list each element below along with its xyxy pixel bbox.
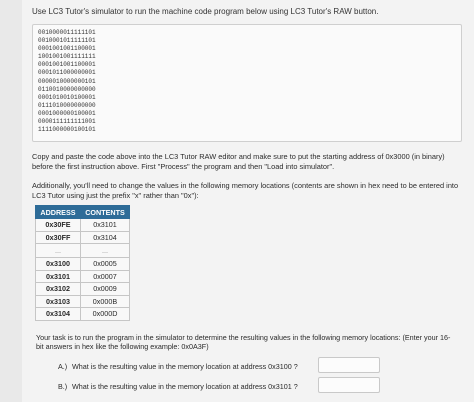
code-line: 0001000000100001 bbox=[38, 109, 96, 117]
table-row bbox=[36, 258, 130, 271]
contents-cell: 0x0009 bbox=[81, 283, 130, 296]
table-row bbox=[36, 308, 130, 321]
address-cell: 0x3101 bbox=[36, 270, 81, 283]
contents-cell: 0x3101 bbox=[81, 219, 130, 232]
code-line: 0110010000000000 bbox=[38, 85, 96, 93]
code-line: 0000010000000101 bbox=[38, 77, 96, 85]
code-line: 0001001001100001 bbox=[38, 61, 96, 69]
question-b bbox=[58, 382, 298, 391]
code-line: 0111010000000000 bbox=[38, 101, 96, 109]
table-row bbox=[36, 244, 130, 258]
memory-table bbox=[35, 205, 130, 321]
question-a bbox=[58, 362, 298, 371]
contents-cell: 0x000B bbox=[81, 295, 130, 308]
instructions-paragraph: Copy and paste the code above into the LC3 Tutor RAW editor and make sure to put the starting address of 0x3000 (in binary) before the first instruction above. First "Process" the program and then "Load into simulator". bbox=[32, 152, 445, 171]
code-line: 1001001001111111 bbox=[38, 53, 96, 61]
address-cell: 0x30FE bbox=[36, 219, 81, 232]
code-line: 0010000011111101 bbox=[38, 29, 96, 36]
address-cell: ... bbox=[36, 244, 81, 258]
address-cell: 0x3103 bbox=[36, 295, 81, 308]
address-cell: 0x3104 bbox=[36, 308, 81, 321]
question-page bbox=[22, 0, 474, 402]
table-row bbox=[36, 295, 130, 308]
address-cell: 0x3100 bbox=[36, 258, 81, 271]
question-b-letter: B.) bbox=[58, 382, 68, 391]
task-text: Your task is to run the program in the simulator to determine the resulting values in the following memory locations: (Enter your 16-bit answers in hex like the following example: 0x0A3F) bbox=[36, 333, 451, 351]
code-line: 0001001001100001 bbox=[38, 45, 96, 53]
contents-cell: 0x3104 bbox=[81, 231, 130, 244]
intro-text: Use LC3 Tutor's simulator to run the machine code program below using LC3 Tutor's RAW button. bbox=[32, 7, 379, 16]
code-line: 1111000000100101 bbox=[38, 126, 96, 134]
code-line: 0001011000000001 bbox=[38, 69, 96, 77]
address-header: ADDRESS bbox=[36, 206, 81, 219]
code-line: 0010001011111101 bbox=[38, 37, 96, 45]
contents-cell: ... bbox=[81, 244, 130, 258]
machine-code-block bbox=[32, 24, 462, 142]
memory-change-paragraph: Additionally, you'll need to change the values in the following memory locations (contents are shown in hex need to be entered into LC3 Tutor using just the prefix "x" rather than "0x"): bbox=[32, 181, 459, 200]
question-a-letter: A.) bbox=[58, 362, 68, 371]
table-row bbox=[36, 231, 130, 244]
contents-header: CONTENTS bbox=[81, 206, 130, 219]
code-line: 0001010010100001 bbox=[38, 93, 96, 101]
question-a-text: What is the resulting value in the memory location at address 0x3100 ? bbox=[72, 362, 298, 371]
question-b-text: What is the resulting value in the memory location at address 0x3101 ? bbox=[72, 382, 298, 391]
contents-cell: 0x0005 bbox=[81, 258, 130, 271]
code-line: 0000111111111001 bbox=[38, 118, 96, 126]
answer-b-input[interactable] bbox=[318, 377, 380, 393]
contents-cell: 0x0007 bbox=[81, 270, 130, 283]
address-cell: 0x30FF bbox=[36, 231, 81, 244]
table-row bbox=[36, 219, 130, 232]
address-cell: 0x3102 bbox=[36, 283, 81, 296]
answer-a-input[interactable] bbox=[318, 357, 380, 373]
table-row bbox=[36, 283, 130, 296]
contents-cell: 0x000D bbox=[81, 308, 130, 321]
table-row bbox=[36, 270, 130, 283]
